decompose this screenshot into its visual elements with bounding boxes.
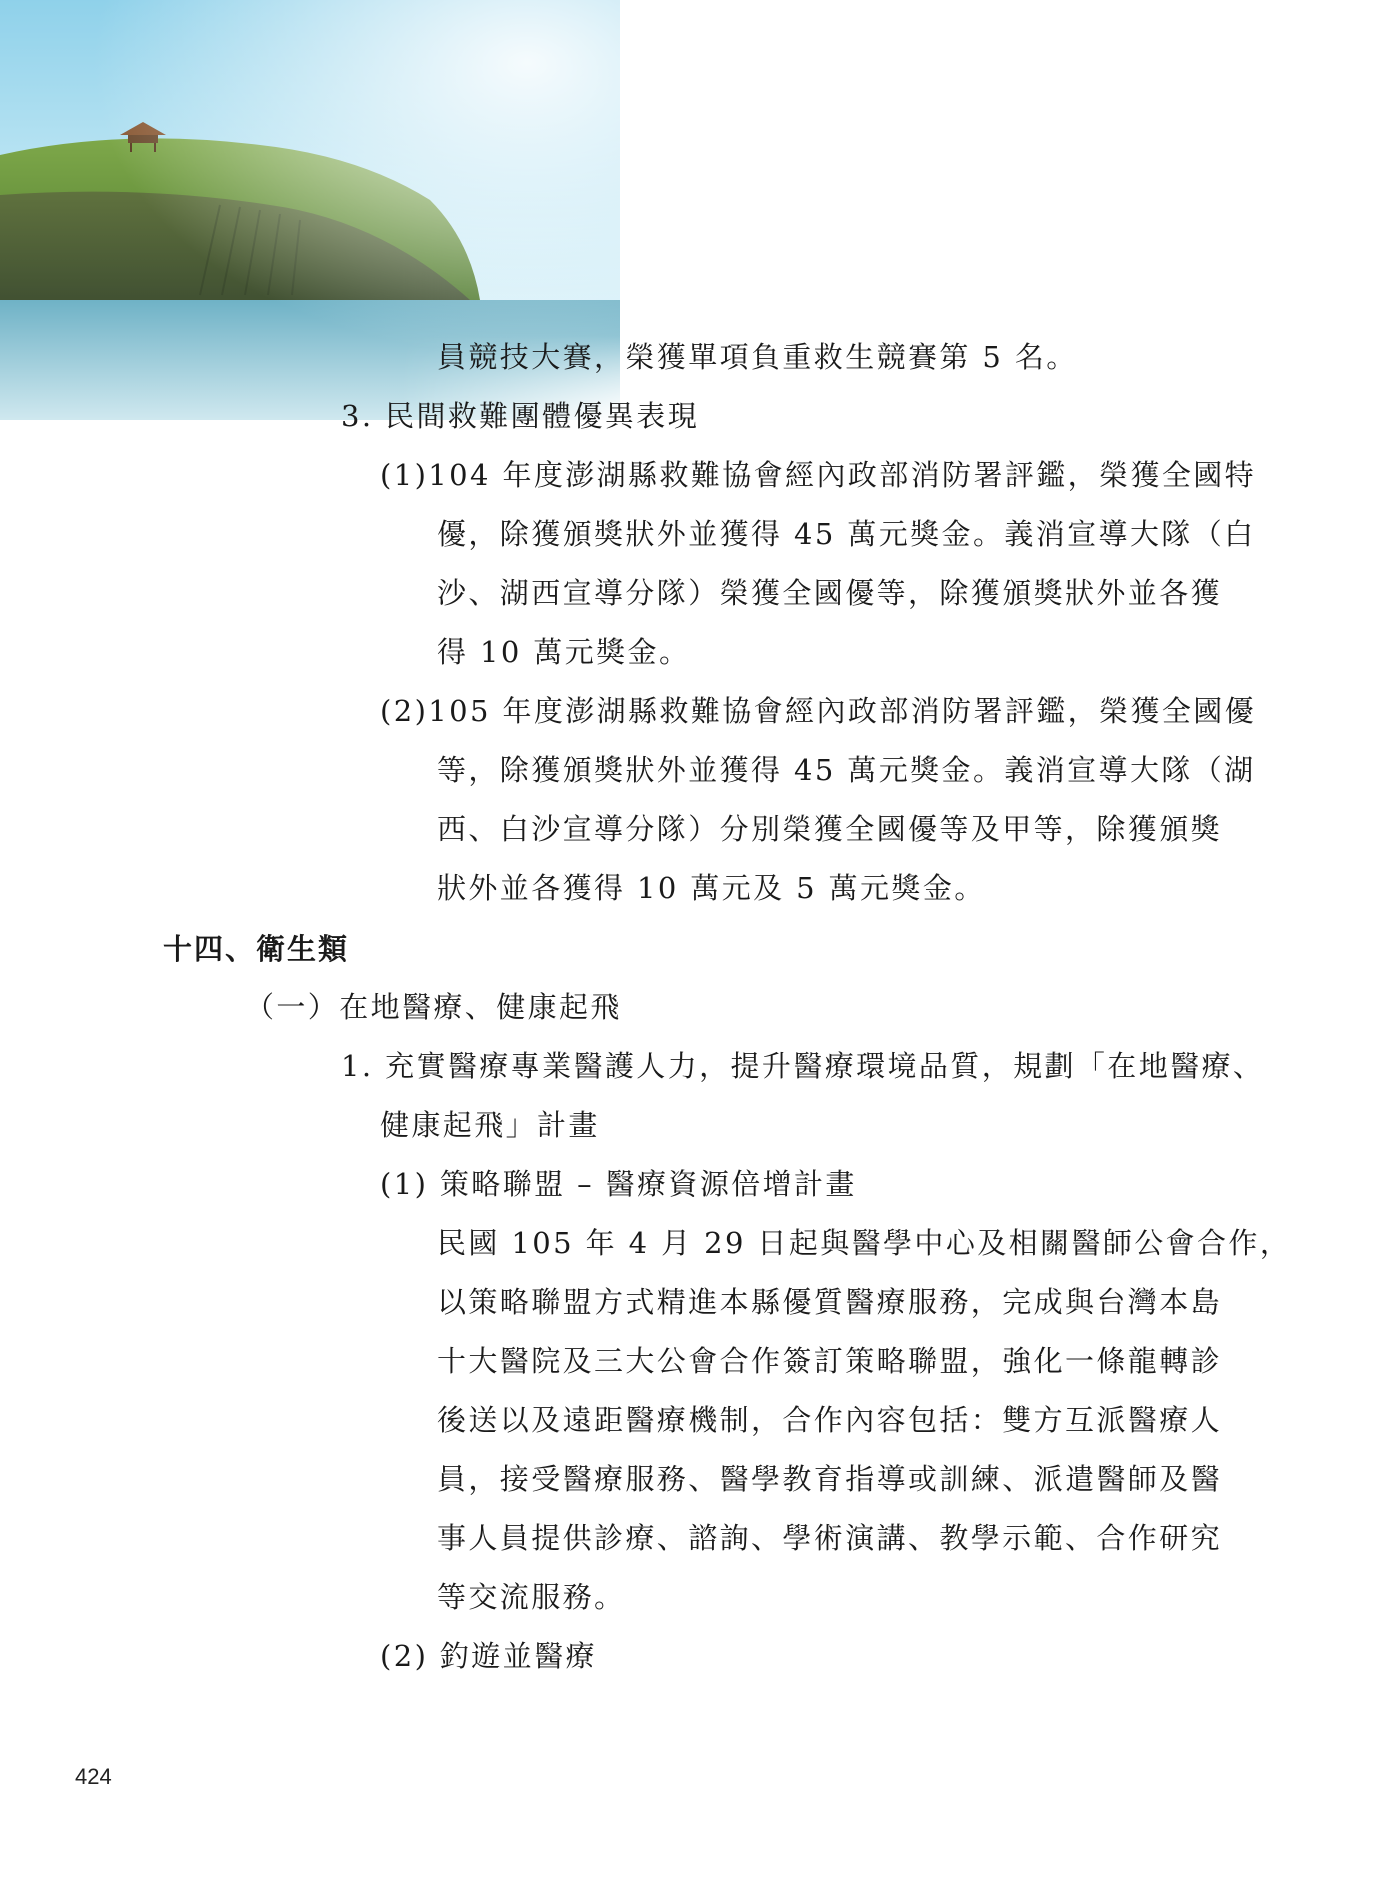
list-item-heading: 健康起飛」計畫 — [380, 1108, 600, 1142]
body-text-line: 事人員提供診療、諮詢、學術演講、教學示範、合作研究 — [437, 1521, 1223, 1555]
body-text-line: 十大醫院及三大公會合作簽訂策略聯盟，強化一條龍轉診 — [437, 1344, 1223, 1378]
body-text-line: 等，除獲頒獎狀外並獲得 45 萬元獎金。義消宣導大隊（湖 — [437, 753, 1256, 787]
sub-item-text: (1)104 年度澎湖縣救難協會經內政部消防署評鑑，榮獲全國特 — [380, 458, 1257, 492]
body-text-line: 後送以及遠距醫療機制，合作內容包括：雙方互派醫療人 — [437, 1403, 1223, 1437]
body-text-line: 員競技大賽，榮獲單項負重救生競賽第 5 名。 — [437, 340, 1078, 374]
body-text-line: 沙、湖西宣導分隊）榮獲全國優等，除獲頒獎狀外並各獲 — [437, 576, 1223, 610]
page-number: 424 — [75, 1764, 112, 1789]
body-text-line: 等交流服務。 — [437, 1580, 626, 1614]
body-text-line: 民國 105 年 4 月 29 日起與醫學中心及相關醫師公會合作， — [437, 1226, 1292, 1260]
list-item-heading: 3. 民間救難團體優異表現 — [341, 399, 700, 433]
subsection-heading: （一）在地醫療、健康起飛 — [245, 990, 622, 1024]
body-text-line: 優，除獲頒獎狀外並獲得 45 萬元獎金。義消宣導大隊（白 — [437, 517, 1256, 551]
sub-item-text: (2)105 年度澎湖縣救難協會經內政部消防署評鑑，榮獲全國優 — [380, 694, 1257, 728]
body-text-line: 得 10 萬元獎金。 — [437, 635, 691, 669]
body-text-line: 以策略聯盟方式精進本縣優質醫療服務，完成與台灣本島 — [437, 1285, 1223, 1319]
body-text-line: 西、白沙宣導分隊）分別榮獲全國優等及甲等，除獲頒獎 — [437, 812, 1223, 846]
sub-item-text: (2) 釣遊並醫療 — [380, 1639, 597, 1673]
body-text-line: 員，接受醫療服務、醫學教育指導或訓練、派遣醫師及醫 — [437, 1462, 1223, 1496]
section-heading: 十四、衛生類 — [163, 932, 350, 966]
list-item-heading: 1. 充實醫療專業醫護人力，提升醫療環境品質，規劃「在地醫療、 — [341, 1049, 1265, 1083]
body-text-line: 狀外並各獲得 10 萬元及 5 萬元獎金。 — [437, 871, 986, 905]
sub-item-text: (1) 策略聯盟 – 醫療資源倍增計畫 — [380, 1167, 857, 1201]
